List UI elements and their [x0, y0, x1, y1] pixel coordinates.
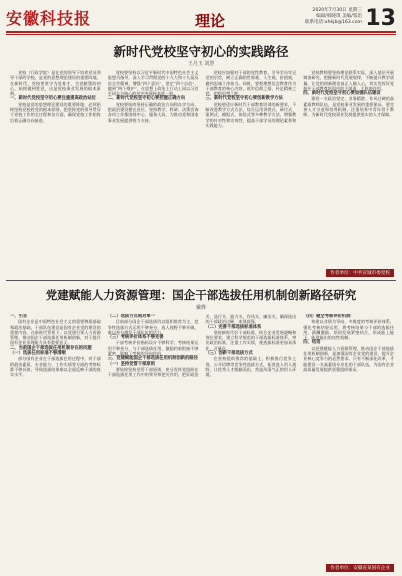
article2-subhead: （三）创新干部选拔方式 [205, 351, 253, 357]
article2-paragraph: 构建以业绩为导向、多维度的考核评价体系，强化考核结果运用，将考核结果与干部的选拔任用、薪酬激励、培训发展紧密结合，形成能上能下、能进能出的良性机制。 [303, 319, 394, 341]
masthead [0, 0, 402, 36]
issue-date: 2020年7月30日 星期三 [312, 8, 362, 13]
masthead-rule-thin [6, 34, 396, 35]
article1-paragraph: 党校要适应新时代干部教育培训的新要求，不断改进教学方式方法，综合运用讲授式、研讨式、案例式、模拟式、体验式等多种教学方法，增强教学的针对性和实效性，提高干部学员的理论素养和实践能力。 [205, 101, 297, 128]
article2-subhead: （一）选拔任用标准不够清晰 [10, 351, 66, 357]
article1-subhead: 二、新时代党校坚守初心要把握正确方向 [107, 96, 186, 102]
article2-title: 党建赋能人力资源管理：国企干部选拔任用机制创新路径研究 [45, 288, 357, 302]
article1-subhead: 四、新时代党校坚守初心要加强队伍建设 [303, 91, 381, 97]
article1-paragraph: 建设一支政治坚定、业务精湛、作风过硬的高素质教师队伍，是党校事业发展的重要保证。要完善人才引进和培养机制，注重培养中青年骨干教师，为新时代党校事业发展提供坚实的人才保障。 [303, 96, 394, 118]
article2-paragraph: 要始终坚持党管干部原则，充分发挥党组织在干部选拔任用工作中的领导和把关作用，把好政治关、品行关、能力关、作风关、廉洁关，确保选出的干部政治过硬、本领高强。 [107, 314, 297, 378]
article1-paragraph: 党校是党的思想理论建设的重要阵地，必须始终坚持党校姓党的根本原则，把坚持党的领导贯穿于党校工作的全过程和各方面，确保党校工作始终沿着正确方向前进。 [10, 101, 101, 123]
contact-line: 联系电话:ahkjb@163.com [304, 20, 362, 25]
issue-meta [305, 8, 362, 26]
editor-line: 编辑/韩晓琪 美编/邹迅 [316, 14, 362, 19]
article2-paragraph: 干部考核评价指标设计不够科学，考核结果运用不够充分，与干部选拔任用、激励约束衔接不够紧密，影响了考核的导向作用。 [107, 340, 199, 357]
article2-paragraph: 国有企业是中国特色社会主义的重要物质基础和政治基础，干部队伍建设是国有企业党的建设的重要内容。在新时代背景下，以党建引领人力资源管理，推动国企干部选拔任用机制创新，对于提升国有企业治理能力具有重要意义。 [10, 319, 101, 346]
article2-paragraph: 以党建赋能人力资源管理，推动国企干部选拔任用机制创新，是加强国有企业党的建设、提升企业核心竞争力的必然要求。只有不断深化改革，才能建设一支高素质专业化的干部队伍，为国有企业高质量发展提供坚强组织保证。 [303, 345, 394, 372]
article2-subhead: 一、引言 [10, 314, 28, 319]
article1-title: 新时代党校坚守初心的实践路径 [113, 44, 289, 59]
article1-paragraph: 党校要坚持以习近平新时代中国特色社会主义思想为指导，深入学习贯彻党的十九大和十九届历次全会精神，增强“四个意识”、坚定“四个自信”、做到“两个维护”，在思想上政治上行动上同以习近平同志为核心的党中央保持高度一致。 [107, 70, 199, 97]
article2-author: 戴桦 [195, 305, 206, 311]
article2-body [10, 314, 394, 562]
article1-paragraph: 党校（行政学院）是在党的领导下培养党员领导干部的学校，是党的思想理论建设的重要阵地。在新时代，党校要坚守为党育才、为党献策的初心，始终做到姓党，这是党校事业发展的根本原则。 [10, 70, 101, 97]
article1-paragraph: 党校应加强对干部的党性教育，引导学员牢记党的宗旨，树立正确的世界观、人生观、价值观，做到忠诚干净担当。同时，要把理想信念教育作为干部教育的核心内容，筑牢信仰之基、补足精神之钙、把稳思想之舵。 [205, 70, 297, 97]
article2-footer-tag: 作者单位：安徽省某国有企业 [326, 564, 394, 572]
article2-subhead: 三、党建赋能国企干部选拔任用机制创新的路径 [107, 356, 198, 362]
article2-subhead: （三）考核评价体系不够完善 [107, 335, 164, 341]
section-title: 理论 [195, 12, 226, 30]
article2-subhead: （四）健全考核评价机制 [303, 314, 351, 319]
article1-paragraph: 党校要始终坚持正确的政治方向和办学方向，把政治建设摆在首位，坚持教学、科研、决策咨询各项工作都围绕中心、服务大局，为推动党和国家事业发展提供智力支持。 [107, 101, 199, 123]
article2-subhead: 二、当前国企干部选拔任用机制存在的问题 [10, 345, 92, 351]
article2-subhead: （二）完善干部选拔标准体系 [205, 324, 262, 330]
article1-subhead: 一、新时代党校坚守初心要注重提高政治站位 [10, 96, 96, 102]
article1-footer-tag: 作者单位：中共宣城市委党校 [326, 269, 394, 277]
article1-author: 王月玉 刘慧 [187, 61, 215, 67]
article2-subhead: 四、结语 [303, 340, 321, 346]
article2-subhead: （一）坚持党管干部原则 [107, 361, 156, 367]
masthead-rule [6, 31, 396, 33]
article2-paragraph: 部分国有企业在干部选拔任用过程中，对干部的政治素质、专业能力、工作实绩等方面的考察标准不够具体，导致选拔结果难以全面反映干部的真实水平。 [10, 356, 101, 378]
article1-body [10, 70, 394, 268]
page-number: 13 [365, 6, 396, 31]
article2-paragraph: 坚持新时代好干部标准，结合企业发展战略和岗位要求，建立科学规范的干部选拔标准体系，突出政治标准，注重工作实绩，使选拔标准更加具体化、可量化。 [205, 329, 297, 351]
article2-paragraph: 在坚持组织推荐的基础上，积极推行竞争上岗、公开招聘等竞争性选拔方式，拓宽选人用人视野，让优秀人才脱颖而出，营造风清气正的用人环境。 [205, 356, 297, 378]
article1-subhead: 三、新时代党校坚守初心要创新教学方法 [205, 96, 283, 102]
article2-paragraph: 目前部分国企干部选拔仍以组织推荐为主，竞争性选拔方式运用不够充分，选人视野不够开阔，难以充分激发干部队伍的活力。 [107, 319, 199, 335]
article1-paragraph: 党校教师要坚持理论联系实际，深入基层开展调查研究，把握新时代发展规律，不断提升教学质量，让党的创新理论真正入脑入心，切实发挥好党校在干部教育培训中的主渠道、主阵地作用。 [303, 70, 394, 91]
newspaper-logo: 安徽科技报 [6, 9, 92, 28]
article-divider [6, 280, 396, 281]
article2-subhead: （二）选拔方式相对单一 [107, 314, 156, 319]
